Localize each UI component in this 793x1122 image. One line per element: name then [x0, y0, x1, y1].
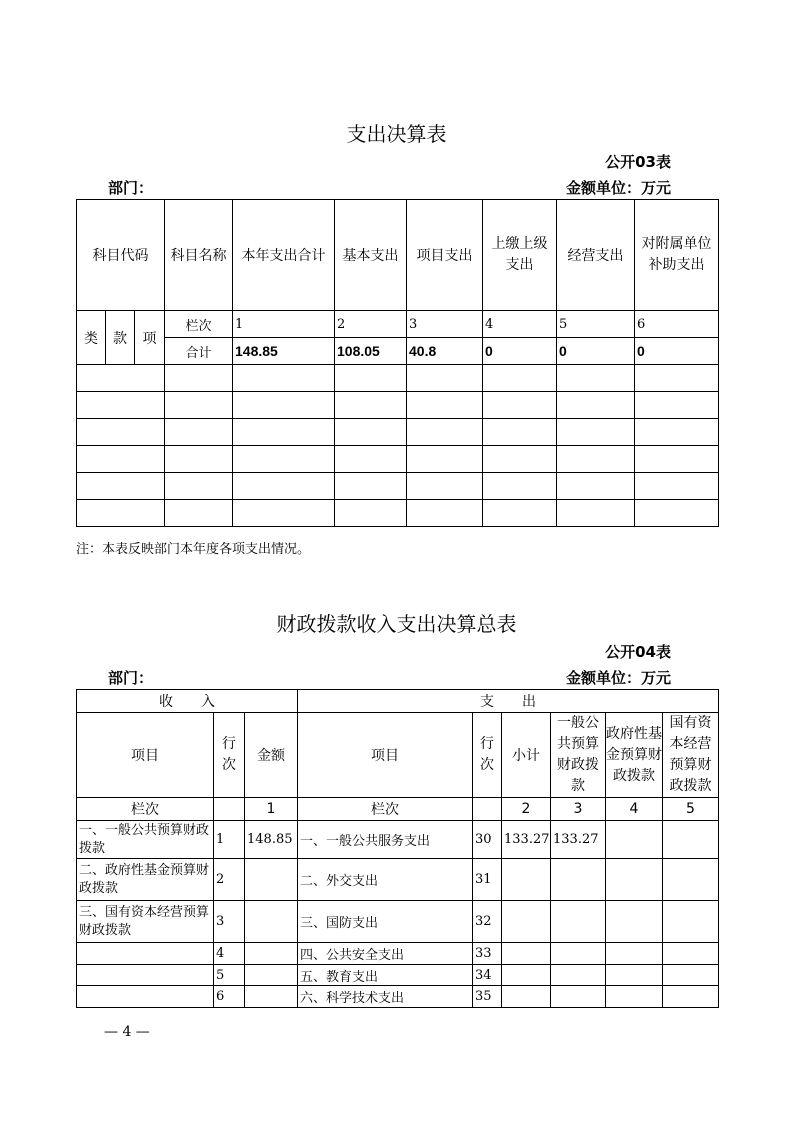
- total-value: 40.8: [407, 338, 483, 365]
- col-num: 5: [557, 311, 635, 338]
- table03-col-num-row: [77, 311, 719, 338]
- total-value: 0: [635, 338, 719, 365]
- header-general-budget: 一般公共预算财政拨款: [551, 713, 606, 798]
- state-capital: [663, 859, 719, 901]
- header-subject-code: 科目代码: [77, 200, 165, 311]
- gov-fund: [606, 986, 663, 1008]
- income-item: [77, 943, 214, 965]
- income-amount: [245, 859, 298, 901]
- state-capital: [663, 986, 719, 1008]
- col-num: 4: [606, 798, 663, 821]
- general-budget: [551, 943, 606, 965]
- header-state-capital: 国有资本经营预算财政拨款: [663, 713, 719, 798]
- sub-header-item: 项: [135, 311, 165, 365]
- expense-row: 30: [473, 821, 502, 859]
- total-value: 148.85: [233, 338, 335, 365]
- col-num: 1: [245, 798, 298, 821]
- gov-fund: [606, 965, 663, 986]
- header-expense-row: 行次: [473, 713, 502, 798]
- table-row: [77, 986, 719, 1008]
- subtotal: [502, 965, 551, 986]
- row-col-label: 栏次: [77, 798, 214, 821]
- row-col-label: 栏次: [165, 311, 233, 338]
- table03-total-row: [77, 338, 719, 365]
- header-project-expense: 项目支出: [407, 200, 483, 311]
- header-gov-fund: 政府性基金预算财政拨款: [606, 713, 663, 798]
- table-row: [77, 943, 719, 965]
- header-total-expense: 本年支出合计: [233, 200, 335, 311]
- table03-title: 支出决算表: [346, 122, 447, 146]
- state-capital: [663, 943, 719, 965]
- table-row: [77, 859, 719, 901]
- general-budget: [551, 859, 606, 901]
- expense-item: 三、国防支出: [298, 901, 473, 943]
- expense-row: 32: [473, 901, 502, 943]
- table03-dept-label: 部门：: [108, 179, 154, 197]
- subtotal: [502, 986, 551, 1008]
- table04-section-row: [77, 690, 719, 713]
- col-num: 3: [551, 798, 606, 821]
- expense-header: 支 出: [298, 690, 719, 713]
- table04-code: 公开04表: [605, 643, 671, 661]
- general-budget: [551, 986, 606, 1008]
- table-row: [77, 419, 719, 446]
- general-budget: 133.27: [551, 821, 606, 859]
- table-row: [77, 901, 719, 943]
- income-amount: [245, 965, 298, 986]
- header-remit-superior: 上缴上级支出: [483, 200, 557, 311]
- state-capital: [663, 901, 719, 943]
- income-amount: [245, 943, 298, 965]
- subtotal: [502, 859, 551, 901]
- expense-item: 六、科学技术支出: [298, 986, 473, 1008]
- expense-item: 四、公共安全支出: [298, 943, 473, 965]
- col-num: 1: [233, 311, 335, 338]
- header-subject-name: 科目名称: [165, 200, 233, 311]
- expense-row: 34: [473, 965, 502, 986]
- gov-fund: [606, 901, 663, 943]
- subtotal: 133.27: [502, 821, 551, 859]
- income-row: 3: [214, 901, 245, 943]
- table03-unit-label: 金额单位：万元: [565, 179, 671, 197]
- total-value: 108.05: [335, 338, 407, 365]
- expense-item: 二、外交支出: [298, 859, 473, 901]
- income-row: 1: [214, 821, 245, 859]
- table-row: [77, 473, 719, 500]
- page-number: — 4 —: [104, 1024, 150, 1040]
- income-header: 收 入: [77, 690, 298, 713]
- income-amount: [245, 901, 298, 943]
- table03-note: 注：本表反映部门本年度各项支出情况。: [76, 542, 311, 557]
- state-capital: [663, 821, 719, 859]
- header-income-item: 项目: [77, 713, 214, 798]
- col-num: 2: [335, 311, 407, 338]
- sub-header-category: 类: [77, 311, 106, 365]
- general-budget: [551, 901, 606, 943]
- income-amount: 148.85: [245, 821, 298, 859]
- gov-fund: [606, 943, 663, 965]
- general-budget: [551, 965, 606, 986]
- expense-table: [76, 199, 719, 527]
- table04-unit-label: 金额单位：万元: [565, 669, 671, 687]
- header-subtotal: 小计: [502, 713, 551, 798]
- income-item: 一、一般公共预算财政拨款: [77, 821, 214, 859]
- header-expense-item: 项目: [298, 713, 473, 798]
- total-label: 合计: [165, 338, 233, 365]
- sub-header-section: 款: [106, 311, 135, 365]
- col-num: 5: [663, 798, 719, 821]
- table03-code: 公开03表: [605, 153, 671, 171]
- income-item: 三、国有资本经营预算财政拨款: [77, 901, 214, 943]
- header-income-row: 行次: [214, 713, 245, 798]
- income-amount: [245, 986, 298, 1008]
- row-col-label: 栏次: [298, 798, 473, 821]
- income-item: [77, 965, 214, 986]
- expense-row: 33: [473, 943, 502, 965]
- table04-dept-label: 部门：: [108, 669, 154, 687]
- table-row: [77, 446, 719, 473]
- income-row: 2: [214, 859, 245, 901]
- subtotal: [502, 943, 551, 965]
- subtotal: [502, 901, 551, 943]
- header-amount: 金额: [245, 713, 298, 798]
- table04-col-num-row: [77, 798, 719, 821]
- table-row: [77, 821, 719, 859]
- expense-item: 五、教育支出: [298, 965, 473, 986]
- fiscal-summary-table: [76, 689, 719, 1008]
- gov-fund: [606, 859, 663, 901]
- table-row: [77, 365, 719, 392]
- header-basic-expense: 基本支出: [335, 200, 407, 311]
- income-item: [77, 986, 214, 1008]
- header-operating-expense: 经营支出: [557, 200, 635, 311]
- expense-row: 35: [473, 986, 502, 1008]
- table04-header-row: [77, 713, 719, 798]
- table04-title: 财政拨款收入支出决算总表: [276, 612, 517, 636]
- income-item: 二、政府性基金预算财政拨款: [77, 859, 214, 901]
- expense-row: 31: [473, 859, 502, 901]
- income-row: 5: [214, 965, 245, 986]
- col-num: 3: [407, 311, 483, 338]
- expense-item: 一、一般公共服务支出: [298, 821, 473, 859]
- col-num: 4: [483, 311, 557, 338]
- col-num: 2: [502, 798, 551, 821]
- income-row: 4: [214, 943, 245, 965]
- gov-fund: [606, 821, 663, 859]
- table-row: [77, 500, 719, 527]
- income-row: 6: [214, 986, 245, 1008]
- col-num: 6: [635, 311, 719, 338]
- table-row: [77, 392, 719, 419]
- state-capital: [663, 965, 719, 986]
- table03-header-row: [77, 200, 719, 311]
- total-value: 0: [557, 338, 635, 365]
- header-subsidy-affiliates: 对附属单位补助支出: [635, 200, 719, 311]
- total-value: 0: [483, 338, 557, 365]
- table-row: [77, 965, 719, 986]
